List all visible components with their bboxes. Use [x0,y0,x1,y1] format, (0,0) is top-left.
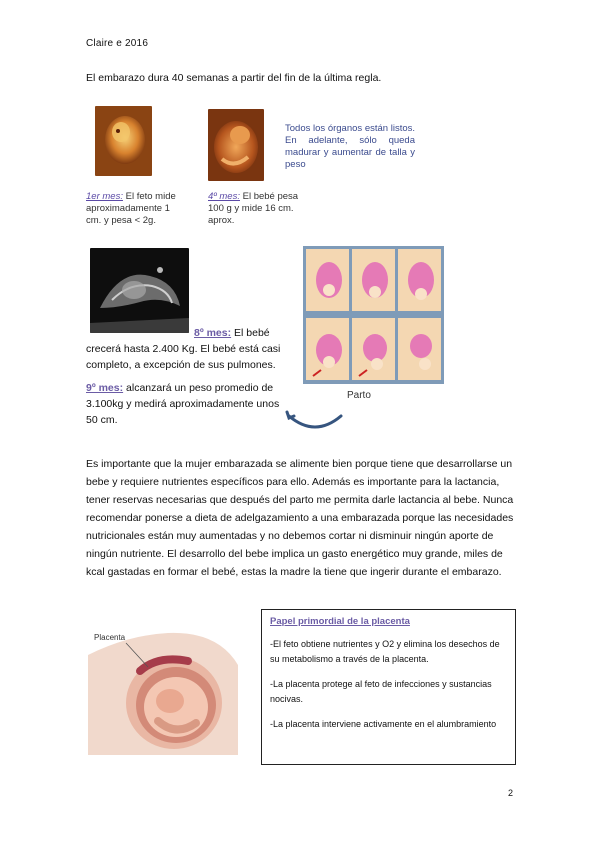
paragraph-month8 [86,325,286,373]
birth-sequence-illustration [303,246,444,384]
month8-text: El bebé crecerá hasta 2.400 Kg. El bebé está casi completo, a excepción de sus pulmones. [86,327,281,371]
month9-label: 9º mes: [86,382,124,394]
month8-label: 8º mes: [194,327,232,339]
month1-text: El feto mide aproximadamente 1 cm. y pesa < 2g. [86,191,176,226]
page-number: 2 [508,788,514,798]
placenta-illustration [88,625,242,755]
intro-sentence: El embarazo dura 40 semanas a partir del fin de la última regla. [86,72,382,84]
embryo-photo-month1 [95,106,152,176]
placenta-item-2: -La placenta protege al feto de infecciones y sustancias nocivas. [270,679,492,704]
parto-label: Parto [347,390,371,401]
month1-label: 1er mes: [86,191,123,202]
placenta-box-title: Papel primordial de la placenta [270,616,410,627]
month4-label: 4º mes: [208,191,240,202]
placenta-item-1: -El feto obtiene nutrientes y O2 y elimina los desechos de su metabolismo a través de la placenta. [270,639,500,664]
page-header: Claire e 2016 [86,38,149,49]
body-paragraph: Es importante que la mujer embarazada se alimente bien porque tiene que desarrollarse un bebe y requiere nutrientes específicos para ello. Además es importante para la lactancia, tener reservas necesarias que después del parto me permita darle lactancia al bebe. Nunca recomendar ponerse a dieta de adelgazamiento a una embarazada porque las necesidades nutricionales están muy aumentadas y no debemos cortar ni disminuir ningún aporte de ningún nutriente. El desarrollo del bebe implica un gasto energético muy grande, miles de kcal gastadas en formar el bebé, estas la madre la tiene que ingerir durante el embarazo. [86,458,514,578]
caption-month1 [86,191,186,227]
caption-month4 [208,191,303,227]
fetus-photo-month4 [208,109,264,181]
placenta-info-box [261,609,516,765]
month4-text: El bebé pesa 100 g y mide 16 cm. aprox. [208,191,299,226]
curved-arrow-icon [283,408,348,434]
organs-note: Todos los órganos están listos. En adelante, sólo queda madurar y aumentar de talla y peso [285,123,415,170]
ultrasound-image [90,248,189,333]
placenta-item-3: -La placenta interviene activamente en el alumbramiento [270,719,497,729]
paragraph-month9 [86,380,286,428]
placenta-label: Placenta [94,633,126,642]
month9-text: alcanzará un peso promedio de 3.100kg y medirá aproximadamente unos 50 cm. [86,382,280,426]
